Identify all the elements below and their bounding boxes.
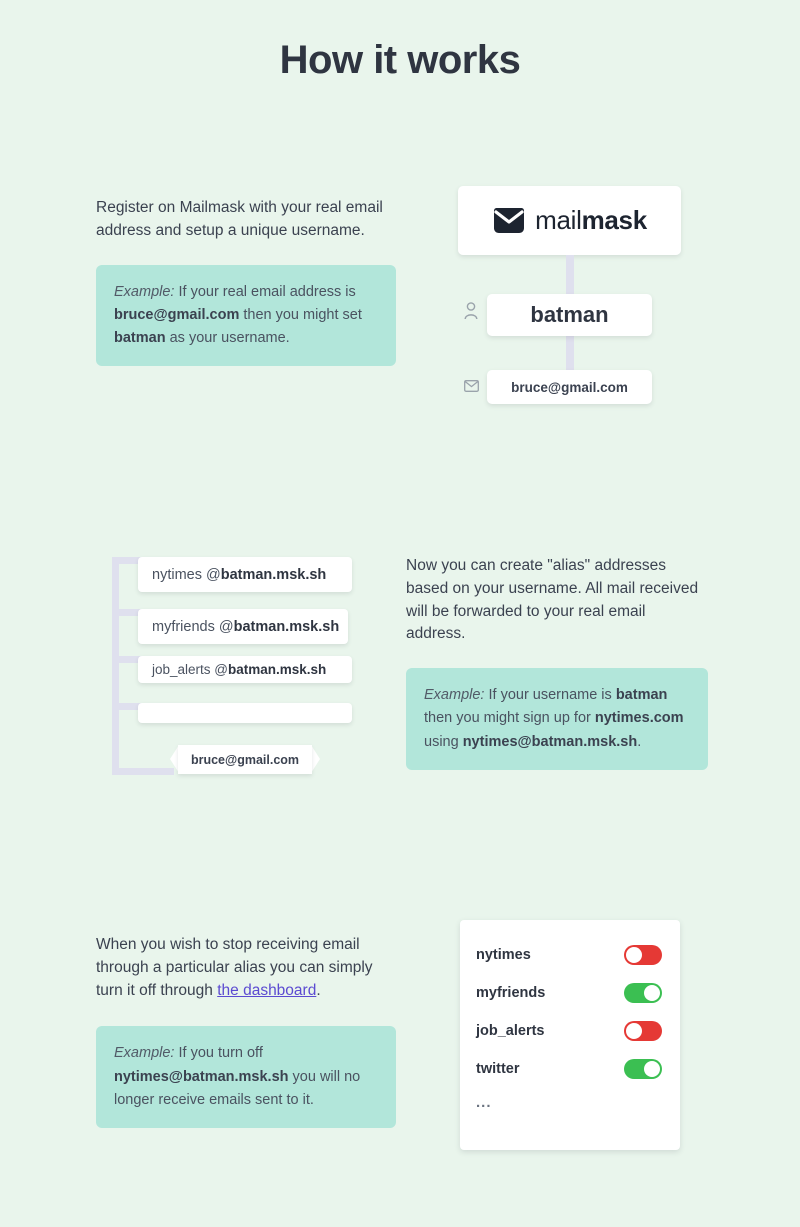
envelope-icon — [464, 380, 479, 395]
step-2-example-box — [406, 668, 708, 770]
example-text-1: If your username is — [484, 687, 616, 704]
alias-card-1 — [138, 557, 352, 592]
alias-domain-3: batman.msk.sh — [228, 662, 327, 677]
person-icon — [464, 302, 478, 323]
step-3-text-2: . — [316, 981, 321, 999]
alias-local-1: nytimes @ — [152, 566, 221, 583]
example-text-2: then you might sign up for — [424, 710, 595, 727]
example-bold-username: batman — [615, 687, 668, 704]
example-bold-username: batman — [114, 329, 166, 346]
username-card: batman — [487, 294, 652, 336]
connector-username-to-email — [566, 330, 574, 375]
alias-card-4 — [138, 703, 352, 723]
step-3-example-box — [96, 1026, 396, 1128]
alias-brace — [112, 557, 119, 775]
step-1-example-box — [96, 265, 396, 367]
alias-toggle-2[interactable] — [624, 983, 662, 1003]
dashboard-card — [460, 920, 680, 1150]
dashboard-row-3[interactable] — [460, 1012, 680, 1050]
dashboard-more-indicator: ... — [476, 1094, 492, 1111]
alias-card-2 — [138, 609, 348, 644]
example-text-1: If you turn off — [174, 1045, 263, 1062]
alias-name-2: myfriends — [476, 985, 546, 1001]
alias-toggle-4[interactable] — [624, 1059, 662, 1079]
dashboard-link[interactable]: the dashboard — [217, 981, 317, 999]
example-text-4: . — [637, 733, 642, 750]
brace-arm-out — [112, 768, 174, 775]
toggle-knob — [644, 985, 660, 1001]
forward-email-tag — [170, 745, 320, 774]
example-label: Example: — [114, 283, 175, 300]
real-email-card: bruce@gmail.com — [487, 370, 652, 404]
step-3-text-column — [96, 934, 396, 1128]
step-1-text-column — [96, 197, 396, 366]
logo-text-light: mail — [535, 205, 582, 235]
alias-name-3: job_alerts — [476, 1023, 545, 1039]
example-bold-email: bruce@gmail.com — [114, 306, 240, 323]
example-bold-alias: nytimes@batman.msk.sh — [114, 1068, 289, 1085]
tag-tip-right — [311, 745, 320, 773]
mailmask-logo-card — [458, 186, 681, 255]
page-title: How it works — [279, 38, 521, 82]
step-2-paragraph: Now you can create "alias" addresses based on your username. All mail received will be forwarded to your real email address. — [406, 557, 699, 643]
alias-local-2: myfriends @ — [152, 618, 234, 635]
alias-domain-2: batman.msk.sh — [233, 618, 340, 635]
example-text-3: using — [424, 733, 463, 750]
example-text-3: as your username. — [165, 329, 290, 346]
toggle-knob — [626, 1023, 642, 1039]
step-3-text-1: When you wish to stop receiving email through a particular alias you can simply turn it off through — [96, 936, 373, 999]
alias-local-3: job_alerts @ — [152, 662, 228, 677]
example-text-1: If your real email address is — [174, 283, 356, 300]
mailmask-wordmark — [535, 205, 647, 236]
alias-domain-1: batman.msk.sh — [220, 566, 327, 583]
example-text-2: then you might set — [239, 306, 362, 323]
example-label: Example: — [114, 1045, 175, 1062]
dashboard-row-1[interactable] — [460, 936, 680, 974]
alias-toggle-3[interactable] — [624, 1021, 662, 1041]
alias-card-3 — [138, 656, 352, 683]
example-label: Example: — [424, 687, 485, 704]
example-bold-site: nytimes.com — [594, 710, 684, 727]
mailmask-envelope-icon — [492, 208, 526, 234]
toggle-knob — [626, 947, 642, 963]
dashboard-row-2[interactable] — [460, 974, 680, 1012]
forward-email-label: bruce@gmail.com — [178, 745, 312, 774]
dashboard-row-4[interactable] — [460, 1050, 680, 1088]
alias-name-4: twitter — [476, 1061, 520, 1077]
alias-name-1: nytimes — [476, 947, 531, 963]
step-2-text-column — [406, 555, 708, 770]
toggle-knob — [644, 1061, 660, 1077]
alias-toggle-1[interactable] — [624, 945, 662, 965]
torn-paper-edge — [460, 1124, 680, 1150]
step-3-paragraph — [96, 934, 396, 1002]
logo-text-bold: mask — [581, 205, 647, 235]
example-bold-alias: nytimes@batman.msk.sh — [462, 733, 638, 750]
example-text-2: you will no longer receive emails sent to it. — [114, 1068, 361, 1108]
step-1-paragraph: Register on Mailmask with your real email address and setup a unique username. — [96, 199, 383, 239]
